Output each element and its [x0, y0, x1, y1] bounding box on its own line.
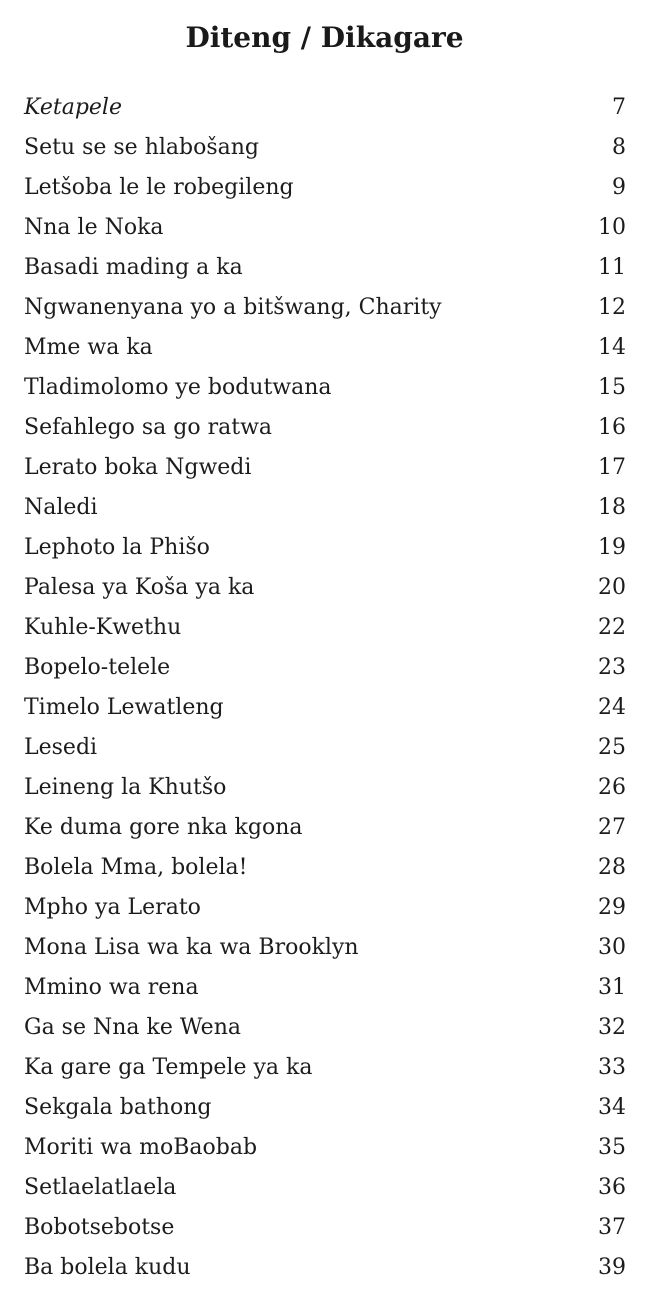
toc-entry-title: Sefahlego sa go ratwa: [24, 415, 273, 440]
toc-entry: [24, 648, 626, 688]
toc-entry-title: Setu se se hlabošang: [24, 135, 260, 160]
toc-entry-title: Naledi: [24, 495, 98, 520]
toc-entry: [24, 568, 626, 608]
toc-entry-title: Lerato boka Ngwedi: [24, 455, 252, 480]
toc-entry-title: Ngwanenyana yo a bitšwang, Charity: [24, 295, 442, 320]
toc-entry: [24, 1248, 626, 1288]
toc-entry-title: Bopelo-telele: [24, 655, 171, 680]
toc-entry-page-number: 37: [598, 1215, 626, 1240]
table-of-contents: [24, 88, 626, 1288]
toc-entry-page-number: 22: [598, 615, 626, 640]
toc-entry-title: Ba bolela kudu: [24, 1255, 191, 1280]
toc-entry-page-number: 24: [598, 695, 626, 720]
toc-entry: [24, 168, 626, 208]
toc-entry: [24, 808, 626, 848]
toc-entry-title: Setlaelatlaela: [24, 1175, 177, 1200]
toc-entry-page-number: 15: [598, 375, 626, 400]
toc-entry: [24, 1128, 626, 1168]
toc-entry-title: Mona Lisa wa ka wa Brooklyn: [24, 935, 359, 960]
toc-entry-title: Lesedi: [24, 735, 98, 760]
toc-entry-page-number: 16: [598, 415, 626, 440]
page-title: Diteng / Dikagare: [185, 21, 464, 54]
toc-entry: [24, 1168, 626, 1208]
toc-entry-title: Ka gare ga Tempele ya ka: [24, 1055, 313, 1080]
toc-entry-page-number: 29: [598, 895, 626, 920]
toc-entry-page-number: 32: [598, 1015, 626, 1040]
toc-entry-title: Kuhle-Kwethu: [24, 615, 182, 640]
toc-entry: [24, 968, 626, 1008]
toc-entry-page-number: 25: [598, 735, 626, 760]
toc-entry-title: Leineng la Khutšo: [24, 775, 227, 800]
toc-entry-page-number: 20: [598, 575, 626, 600]
toc-entry-title: Mme wa ka: [24, 335, 153, 360]
toc-entry-title: Bobotsebotse: [24, 1215, 175, 1240]
toc-entry-page-number: 11: [598, 255, 626, 280]
toc-entry-page-number: 12: [598, 295, 626, 320]
toc-entry-page-number: 17: [598, 455, 626, 480]
toc-entry-title: Mmino wa rena: [24, 975, 199, 1000]
toc-entry: [24, 88, 626, 128]
toc-entry-page-number: 26: [598, 775, 626, 800]
toc-entry: [24, 288, 626, 328]
toc-entry-title: Mpho ya Lerato: [24, 895, 201, 920]
toc-entry: [24, 1088, 626, 1128]
toc-entry-title: Ga se Nna ke Wena: [24, 1015, 241, 1040]
toc-entry-page-number: 34: [598, 1095, 626, 1120]
toc-entry-page-number: 35: [598, 1135, 626, 1160]
toc-entry: [24, 328, 626, 368]
toc-entry-title: Ketapele: [24, 95, 122, 120]
toc-entry: [24, 408, 626, 448]
toc-entry-page-number: 39: [598, 1255, 626, 1280]
toc-entry-page-number: 36: [598, 1175, 626, 1200]
toc-entry-page-number: 23: [598, 655, 626, 680]
toc-entry: [24, 488, 626, 528]
toc-entry: [24, 368, 626, 408]
toc-entry-page-number: 19: [598, 535, 626, 560]
toc-entry-page-number: 7: [612, 95, 626, 120]
toc-entry-title: Nna le Noka: [24, 215, 164, 240]
toc-entry-title: Palesa ya Koša ya ka: [24, 575, 255, 600]
toc-entry-page-number: 10: [598, 215, 626, 240]
toc-entry-page-number: 18: [598, 495, 626, 520]
toc-entry: [24, 728, 626, 768]
toc-entry: [24, 888, 626, 928]
toc-entry: [24, 528, 626, 568]
toc-entry: [24, 128, 626, 168]
toc-entry: [24, 928, 626, 968]
toc-entry: [24, 848, 626, 888]
toc-entry-title: Bolela Mma, bolela!: [24, 855, 248, 880]
toc-entry-page-number: 30: [598, 935, 626, 960]
toc-entry: [24, 1008, 626, 1048]
toc-entry: [24, 1208, 626, 1248]
toc-entry: [24, 608, 626, 648]
toc-entry-page-number: 9: [612, 175, 626, 200]
toc-entry-page-number: 33: [598, 1055, 626, 1080]
toc-entry-page-number: 27: [598, 815, 626, 840]
toc-entry-page-number: 14: [598, 335, 626, 360]
toc-entry-title: Ke duma gore nka kgona: [24, 815, 303, 840]
toc-entry-title: Tladimolomo ye bodutwana: [24, 375, 332, 400]
toc-entry: [24, 768, 626, 808]
toc-entry-title: Letšoba le le robegileng: [24, 175, 294, 200]
toc-entry-title: Timelo Lewatleng: [24, 695, 224, 720]
toc-entry-page-number: 8: [612, 135, 626, 160]
toc-entry: [24, 1048, 626, 1088]
toc-entry: [24, 688, 626, 728]
toc-entry: [24, 208, 626, 248]
toc-entry: [24, 248, 626, 288]
toc-entry-title: Lephoto la Phišo: [24, 535, 210, 560]
toc-entry-page-number: 31: [598, 975, 626, 1000]
toc-entry: [24, 448, 626, 488]
toc-entry-title: Sekgala bathong: [24, 1095, 212, 1120]
toc-entry-title: Basadi mading a ka: [24, 255, 243, 280]
toc-entry-page-number: 28: [598, 855, 626, 880]
toc-entry-title: Moriti wa moBaobab: [24, 1135, 258, 1160]
